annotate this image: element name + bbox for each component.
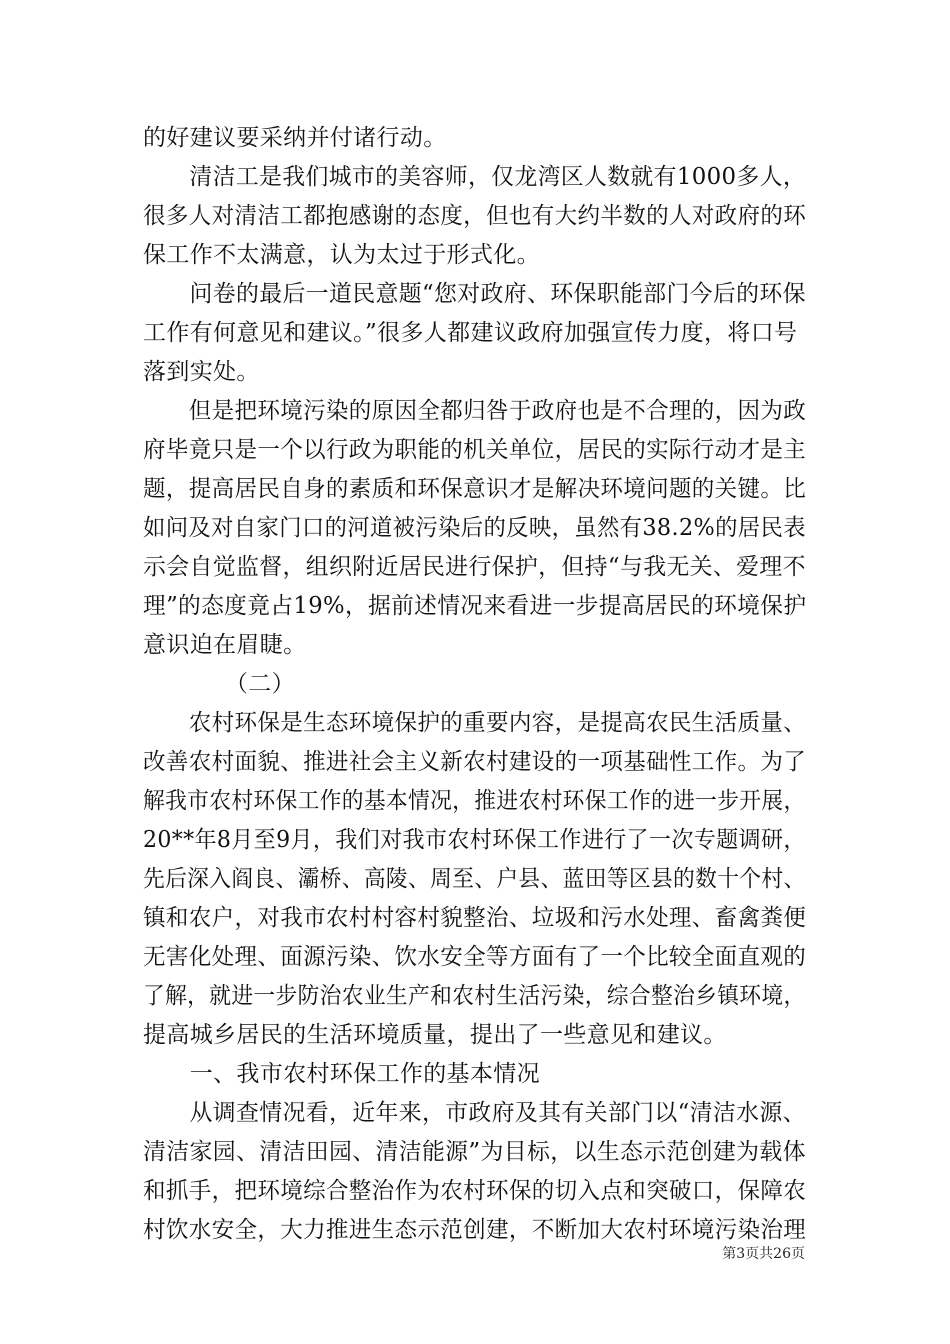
text-line: 清洁家园、清洁田园、清洁能源”为目标，以生态示范创建为载体 — [143, 1139, 806, 1165]
text-line: 问卷的最后一道民意题“您对政府、环保职能部门今后的环保 — [143, 281, 806, 307]
text-line: 理”的态度竟占19%，据前述情况来看进一步提高居民的环境保护 — [143, 593, 807, 619]
text-line: 示会自觉监督，组织附近居民进行保护，但持“与我无关、爱理不 — [143, 554, 806, 580]
text-line: 镇和农户，对我市农村村容村貌整治、垃圾和污水处理、畜禽粪便 — [143, 905, 807, 931]
section-heading: （二） — [143, 671, 295, 697]
text-line: 了解，就进一步防治农业生产和农村生活污染，综合整治乡镇环境， — [143, 983, 806, 1009]
text-line: 府毕竟只是一个以行政为职能的机关单位，居民的实际行动才是主 — [143, 437, 807, 463]
text-line: 但是把环境污染的原因全都归咎于政府也是不合理的，因为政 — [143, 398, 807, 424]
text-line: 清洁工是我们城市的美容师，仅龙湾区人数就有1000多人， — [143, 164, 807, 190]
page-number-footer: 第3页共26页 — [722, 1246, 805, 1262]
text-line: 落到实处。 — [143, 359, 260, 385]
text-line: 意识迫在眉睫。 — [143, 632, 307, 658]
text-line: 的好建议要采纳并付诸行动。 — [143, 125, 447, 151]
text-line: 改善农村面貌、推进社会主义新农村建设的一项基础性工作。为了 — [143, 749, 807, 775]
text-line: 工作有何意见和建议。”很多人都建议政府加强宣传力度，将口号 — [143, 320, 798, 346]
text-line: 20**年8月至9月，我们对我市农村环保工作进行了一次专题调研， — [143, 827, 806, 853]
text-line: 保工作不太满意，认为太过于形式化。 — [143, 242, 540, 268]
text-line: 如问及对自家门口的河道被污染后的反映，虽然有38.2%的居民表 — [143, 515, 806, 541]
text-line: 先后深入阎良、灞桥、高陵、周至、户县、蓝田等区县的数十个村、 — [143, 866, 806, 892]
text-line: 很多人对清洁工都抱感谢的态度，但也有大约半数的人对政府的环 — [143, 203, 807, 229]
text-line: 村饮水安全，大力推进生态示范创建，不断加大农村环境污染治理 — [143, 1217, 807, 1243]
text-line: 和抓手，把环境综合整治作为农村环保的切入点和突破口，保障农 — [143, 1178, 807, 1204]
section-heading: 一、我市农村环保工作的基本情况 — [143, 1061, 540, 1087]
text-line: 从调查情况看，近年来，市政府及其有关部门以“清洁水源、 — [143, 1100, 806, 1126]
text-line: 解我市农村环保工作的基本情况，推进农村环保工作的进一步开展， — [143, 788, 806, 814]
text-line: 题，提高居民自身的素质和环保意识才是解决环境问题的关键。比 — [143, 476, 807, 502]
text-line: 提高城乡居民的生活环境质量，提出了一些意见和建议。 — [143, 1022, 727, 1048]
text-line: 无害化处理、面源污染、饮水安全等方面有了一个比较全面直观的 — [143, 944, 807, 970]
text-line: 农村环保是生态环境保护的重要内容，是提高农民生活质量、 — [143, 710, 807, 736]
